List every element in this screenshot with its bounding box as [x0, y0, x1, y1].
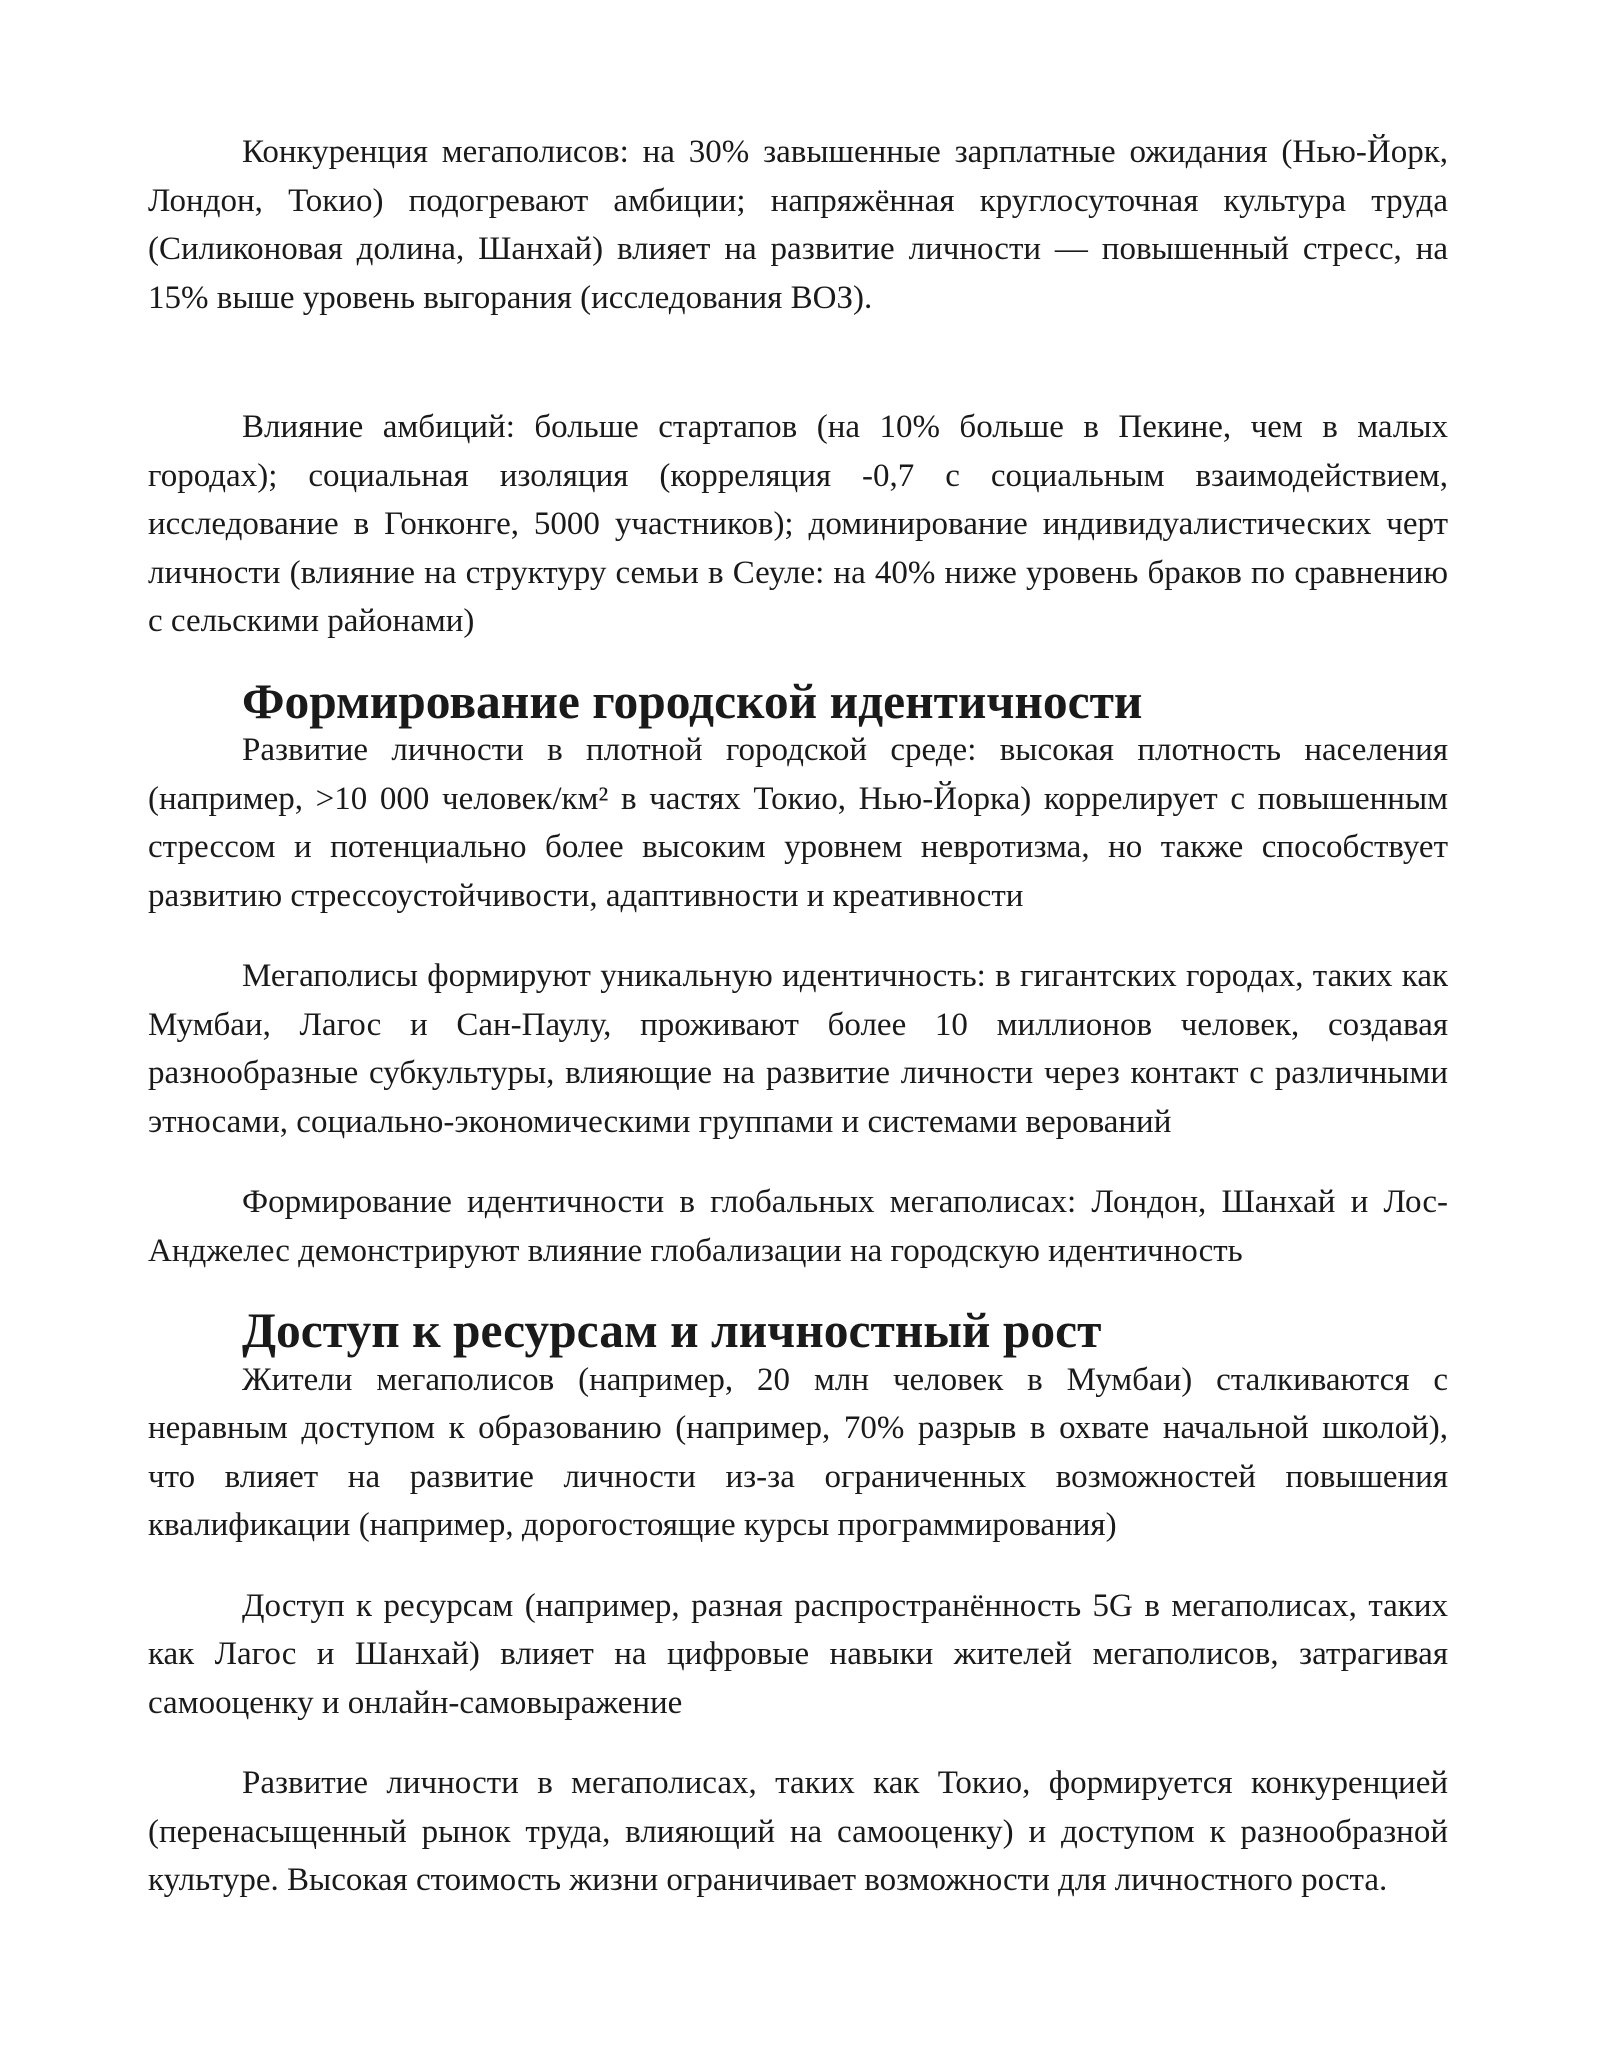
paragraph-megacity-competition: Конкуренция мегаполисов: на 30% завышенные зарплатные ожидания (Нью-Йорк, Лондон, Токио) подогревают амбиции; напряжённая круглосуточная культура труда (Силиконовая долина, Шанхай) влияет на развитие личности — повышенный стресс, на 15% выше уровень выгорания (исследования ВОЗ). — [148, 134, 1448, 316]
section-heading-resource-access: Доступ к ресурсам и личностный рост — [242, 1303, 1102, 1358]
paragraph-digital-skills: Доступ к ресурсам (например, разная распространённость 5G в мегаполисах, таких как Лагос и Шанхай) влияет на цифровые навыки жителей мегаполисов, затрагивая самооценку и онлайн-самовыражение — [148, 1587, 1448, 1721]
paragraph-tokyo-development: Развитие личности в мегаполисах, таких как Токио, формируется конкуренцией (перенасыщенный рынок труда, влияющий на самооценку) и доступом к разнообразной культуре. Высокая стоимость жизни ограничивает возможности для личностного роста. — [148, 1765, 1448, 1898]
section-heading-urban-identity: Формирование городской идентичности — [242, 673, 1143, 729]
paragraph-dense-environment: Развитие личности в плотной городской среде: высокая плотность населения (например, >10 000 человек/км² в частях Токио, Нью-Йорка) коррелирует с повышенным стрессом и потенциально более высоким уровнем невротизма, но также способствует развитию стрессоустойчивости, адаптивности и креативности — [148, 732, 1448, 914]
paragraph-education-access: Жители мегаполисов (например, 20 млн человек в Мумбаи) сталкиваются с неравным доступом к образованию (например, 70% разрыв в охвате начальной школой), что влияет на развитие личности из-за ограниченных возможностей повышения квалификации (например, дорогостоящие курсы программирования) — [148, 1361, 1448, 1543]
paragraph-unique-identity: Мегаполисы формируют уникальную идентичность: в гигантских городах, таких как Мумбаи, Лагос и Сан-Паулу, проживают более 10 миллионов человек, создавая разнообразные субкультуры, влияющие на развитие личности через контакт с различными этносами, социально-экономическими группами и системами верований — [148, 958, 1448, 1140]
paragraph-global-identity: Формирование идентичности в глобальных мегаполисах: Лондон, Шанхай и Лос-Анджелес демонстрируют влияние глобализации на городскую идентичность — [148, 1184, 1448, 1269]
document-body — [148, 128, 1448, 1905]
paragraph-ambition-influence: Влияние амбиций: больше стартапов (на 10% больше в Пекине, чем в малых городах); социальная изоляция (корреляция -0,7 с социальным взаимодействием, исследование в Гонконге, 5000 участников); доминирование индивидуалистических черт личности (влияние на структуру семьи в Сеуле: на 40% ниже уровень браков по сравнению с сельскими районами) — [148, 409, 1448, 639]
